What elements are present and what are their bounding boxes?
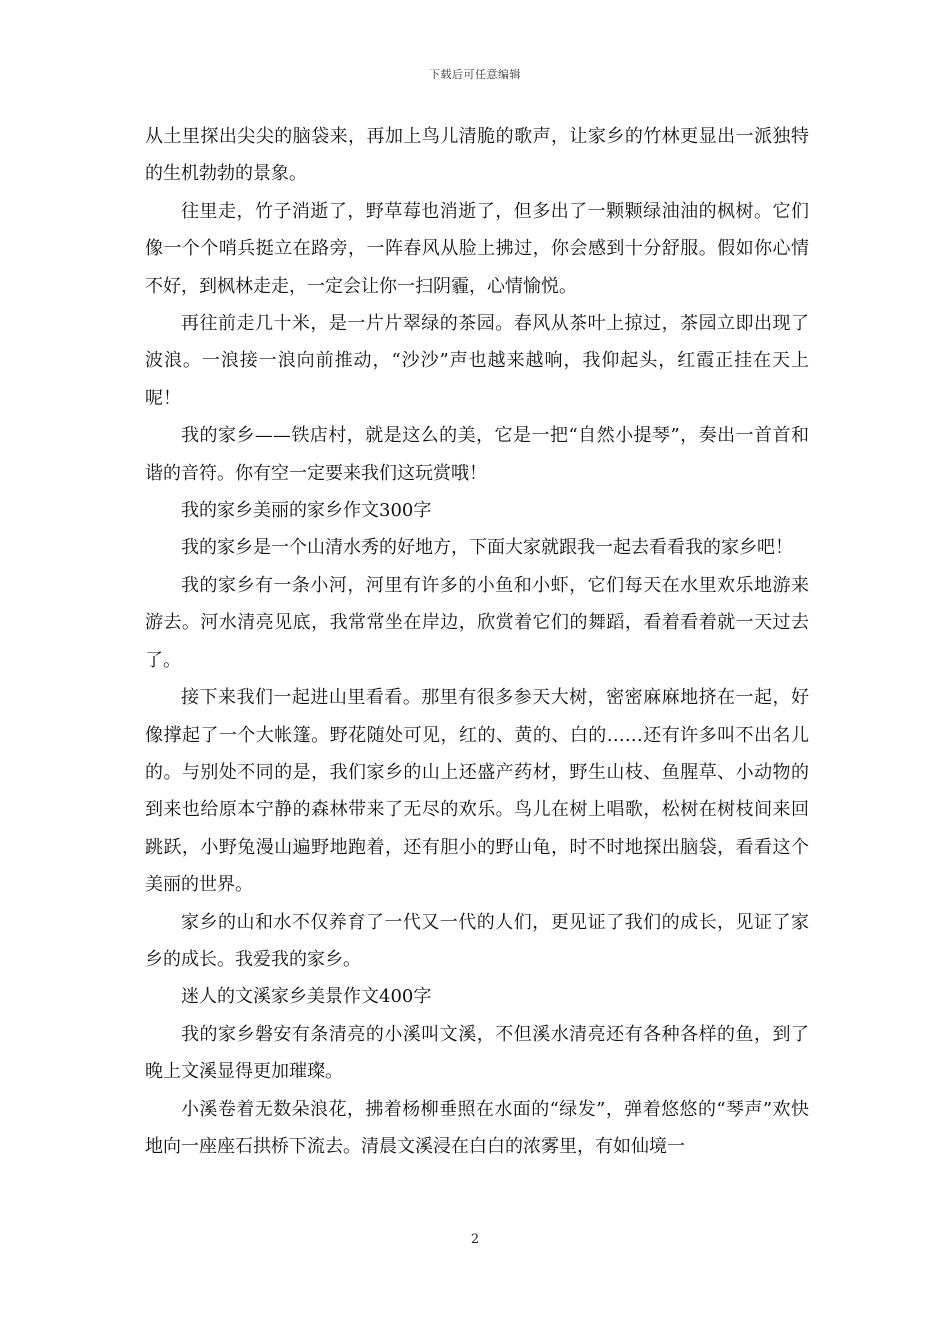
paragraph: 我的家乡——铁店村，就是这么的美，它是一把“自然小提琴”，奏出一首首和谐的音符。你有空一定要来我们这玩赏哦！ — [145, 425, 809, 484]
document-body — [145, 118, 809, 1165]
paragraph: 我的家乡是一个山清水秀的好地方，下面大家就跟我一起去看看我的家乡吧！ — [181, 537, 793, 559]
section-title: 我的家乡美丽的家乡作文300字 — [181, 500, 432, 522]
paragraph: 接下来我们一起进山里看看。那里有很多参天大树，密密麻麻地挤在一起，好像撑起了一个大帐篷。野花随处可见，红的、黄的、白的……还有许多叫不出名儿的。与别处不同的是，我们家乡的山上还盛产药材，野生山枝、鱼腥草、小动物的到来也给原本宁静的森林带来了无尽的欢乐。鸟儿在树上唱歌，松树在树枝间来回跳跃，小野兔漫山遍野地跑着，还有胆小的野山龟，时不时地探出脑袋，看看这个美丽的世界。 — [145, 687, 809, 896]
paragraph: 从土里探出尖尖的脑袋来，再加上鸟儿清脆的歌声，让家乡的竹林更显出一派独特的生机勃勃的景象。 — [145, 126, 809, 185]
paragraph: 往里走，竹子消逝了，野草莓也消逝了，但多出了一颗颗绿油油的枫树。它们像一个个哨兵挺立在路旁，一阵春风从脸上拂过，你会感到十分舒服。假如你心情不好，到枫林走走，一定会让你一扫阴霾，心情愉悦。 — [145, 200, 809, 297]
section-title: 迷人的文溪家乡美景作文400字 — [181, 986, 432, 1008]
paragraph: 我的家乡有一条小河，河里有许多的小鱼和小虾，它们每天在水里欢乐地游来游去。河水清亮见底，我常常坐在岸边，欣赏着它们的舞蹈，看着看着就一天过去了。 — [145, 574, 809, 671]
paragraph: 小溪卷着无数朵浪花，拂着杨柳垂照在水面的“绿发”，弹着悠悠的“琴声”欢快地向一座座石拱桥下流去。清晨文溪浸在白白的浓雾里，有如仙境一 — [145, 1098, 809, 1157]
paragraph: 再往前走几十米，是一片片翠绿的茶园。春风从茶叶上掠过，茶园立即出现了波浪。一浪接一浪向前推动，“沙沙”声也越来越响，我仰起头，红霞正挂在天上呢！ — [145, 313, 809, 409]
paragraph: 家乡的山和水不仅养育了一代又一代的人们，更见证了我们的成长，见证了家乡的成长。我爱我的家乡。 — [145, 911, 809, 970]
paragraph: 我的家乡磐安有条清亮的小溪叫文溪，不但溪水清亮还有各种各样的鱼，到了晚上文溪显得更加璀璨。 — [145, 1023, 809, 1083]
page-header: 下载后可任意编辑 — [429, 68, 521, 81]
page-number: 2 — [470, 1232, 480, 1247]
